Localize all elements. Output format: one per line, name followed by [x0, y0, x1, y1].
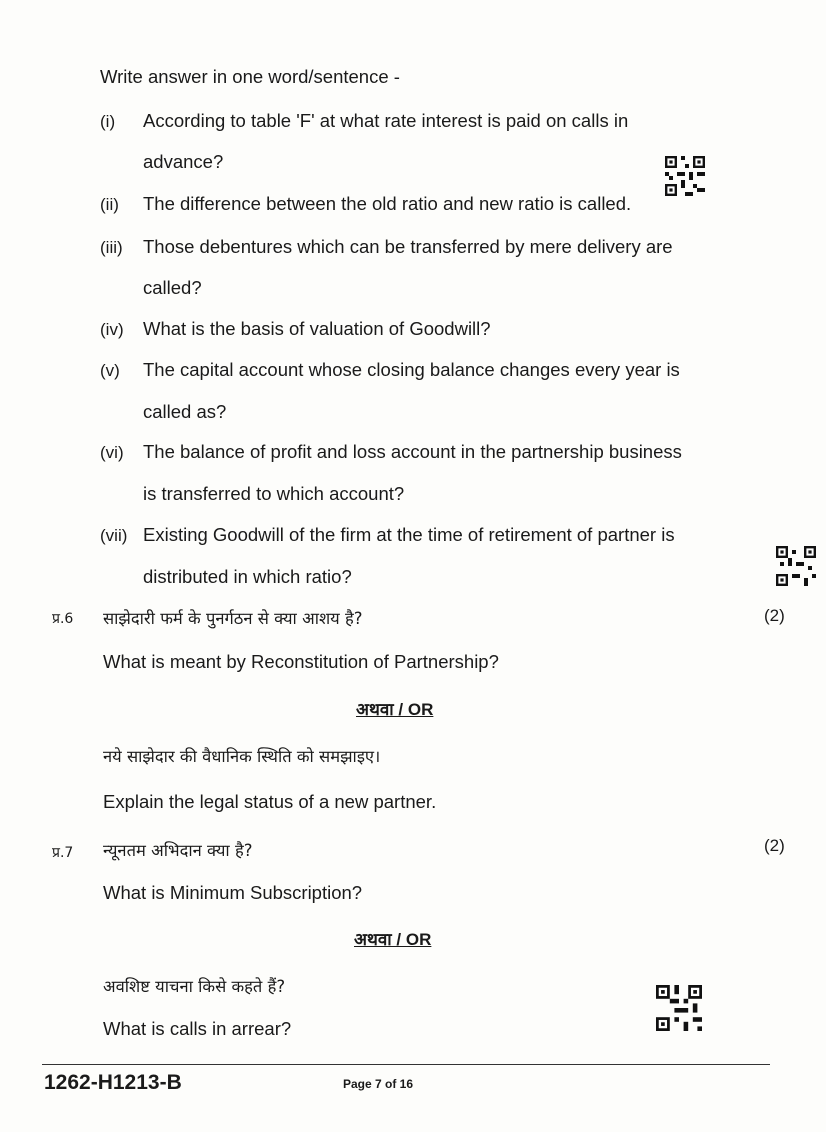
item-number: (ii) — [100, 195, 119, 214]
alt-question-english: Explain the legal status of a new partner. — [103, 791, 437, 812]
question-english: What is Minimum Subscription? — [103, 882, 363, 903]
item-text: advance? — [143, 151, 224, 172]
or-label: अथवा / OR — [356, 700, 434, 719]
or-label: अथवा / OR — [354, 930, 432, 949]
item-text: The difference between the old ratio and new ratio is called. — [143, 193, 632, 214]
item-number: (vii) — [100, 526, 128, 545]
question-marks: (2) — [764, 606, 785, 625]
item-number: (iii) — [100, 238, 123, 257]
item-text: Those debentures which can be transferred by mere delivery are — [143, 236, 673, 257]
instruction: Write answer in one word/sentence - — [100, 66, 400, 87]
alt-question-english: What is calls in arrear? — [103, 1018, 292, 1039]
question-marks: (2) — [764, 836, 785, 855]
qr-code-icon — [656, 985, 702, 1031]
alt-question-hindi: अवशिष्ट याचना किसे कहते हैं? — [103, 977, 286, 996]
question-english: What is meant by Reconstitution of Partnership? — [103, 651, 499, 672]
item-text: distributed in which ratio? — [143, 566, 352, 587]
item-number: (i) — [100, 112, 116, 131]
item-text: What is the basis of valuation of Goodwill? — [143, 318, 491, 339]
item-text: The capital account whose closing balance changes every year is — [143, 359, 680, 380]
item-number: (iv) — [100, 320, 124, 339]
item-text: According to table 'F' at what rate interest is paid on calls in — [143, 110, 629, 131]
footer-page-number: Page 7 of 16 — [343, 1077, 414, 1091]
item-text: The balance of profit and loss account in the partnership business — [143, 441, 682, 462]
question-hindi: न्यूनतम अभिदान क्या है? — [103, 841, 253, 860]
alt-question-hindi: नये साझेदार की वैधानिक स्थिति को समझाइए। — [103, 747, 381, 766]
question-number: प्र.6 — [52, 611, 74, 627]
footer-paper-code: 1262-H1213-B — [44, 1071, 182, 1094]
item-number: (v) — [100, 361, 120, 380]
question-number: प्र.7 — [52, 845, 74, 861]
footer-rule — [42, 1064, 770, 1065]
question-hindi: साझेदारी फर्म के पुनर्गठन से क्या आशय है? — [103, 609, 363, 628]
qr-code-icon — [665, 156, 705, 196]
item-text: called? — [143, 277, 202, 298]
qr-code-icon — [776, 546, 816, 586]
item-text: called as? — [143, 401, 227, 422]
item-text: Existing Goodwill of the firm at the time of retirement of partner is — [143, 524, 675, 545]
item-number: (vi) — [100, 443, 124, 462]
item-text: is transferred to which account? — [143, 483, 405, 504]
